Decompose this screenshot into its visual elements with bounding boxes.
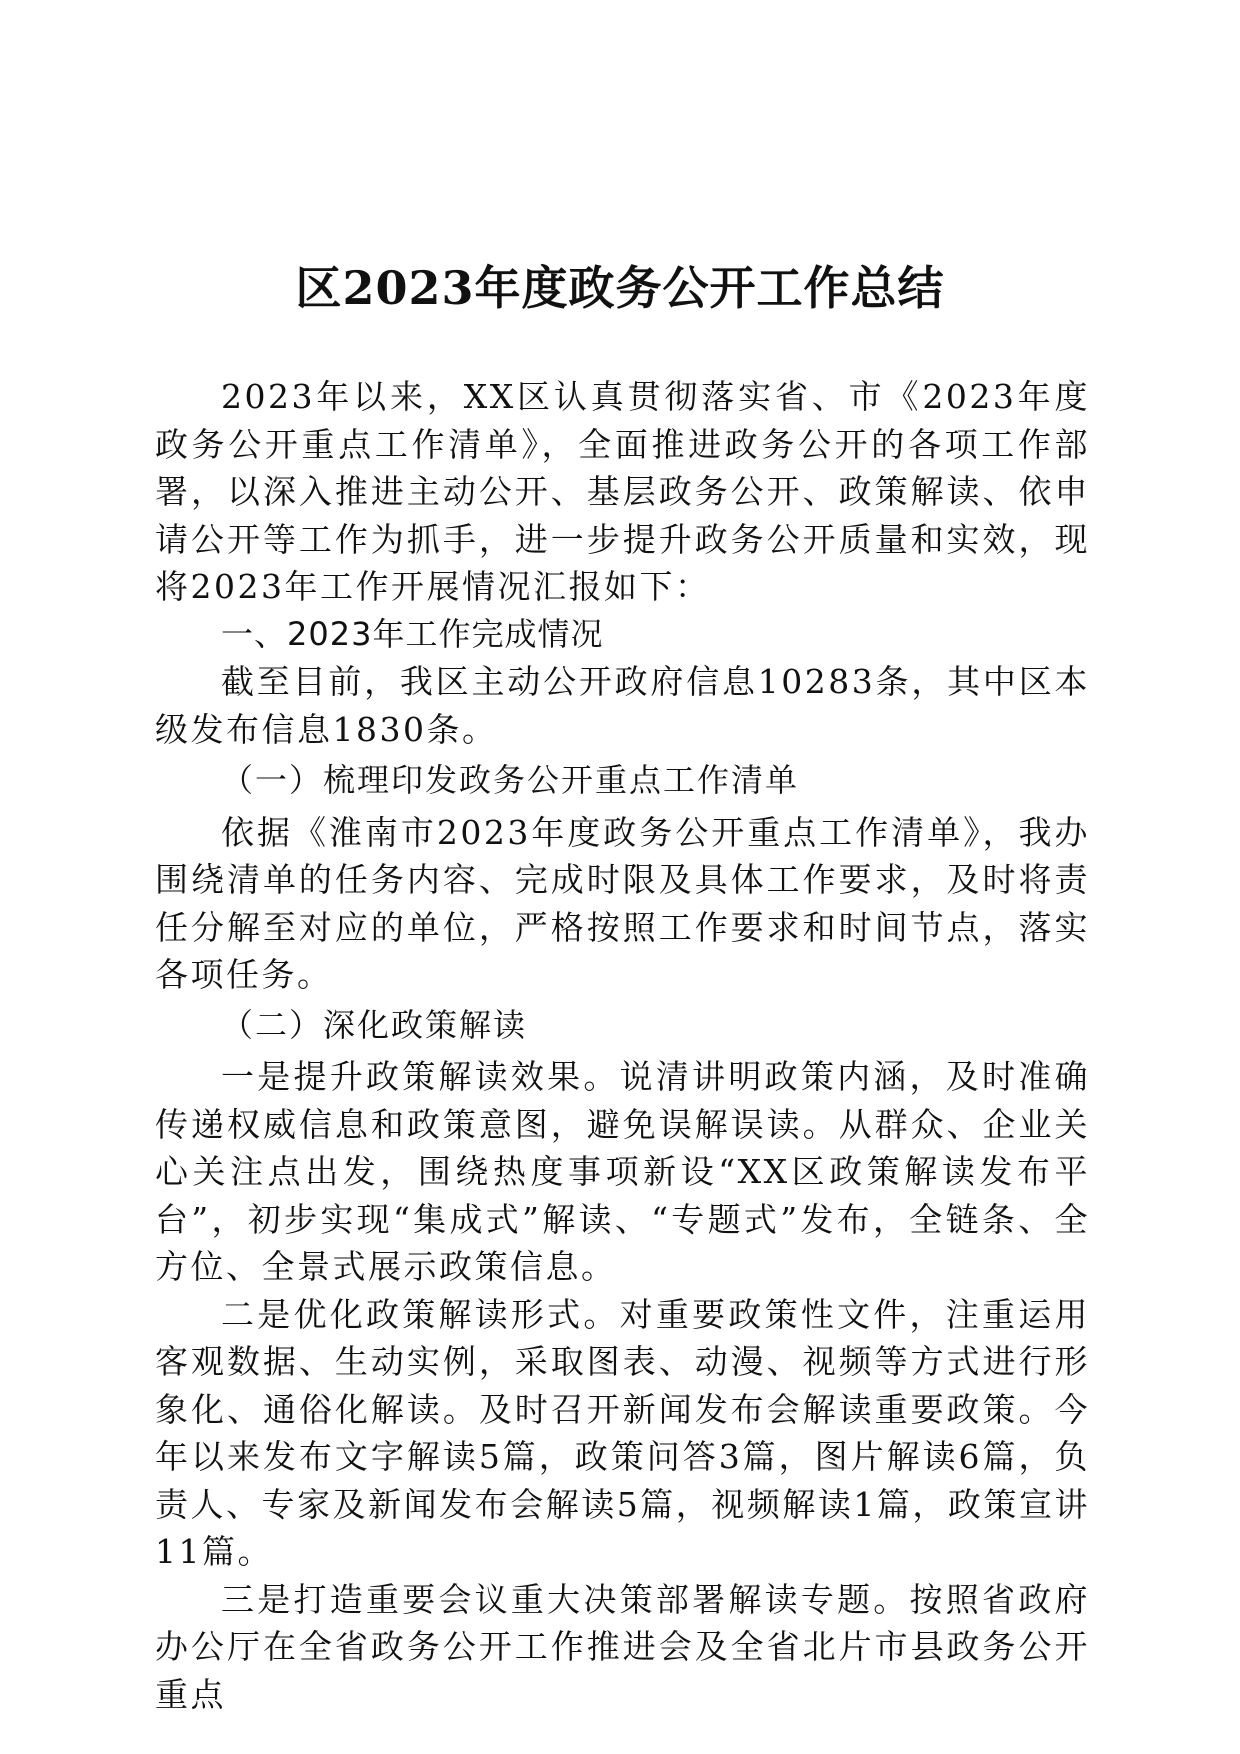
document-title: 区2023年度政务公开工作总结 xyxy=(295,261,945,315)
document-body xyxy=(155,373,1090,1718)
section-heading-1: 一、2023年工作完成情况 xyxy=(221,614,604,653)
subsection-heading-2: （二）深化政策解读 xyxy=(221,1005,528,1044)
summary-paragraph: 截至目前，我区主动公开政府信息10283条，其中区本级发布信息1830条。 xyxy=(155,662,1090,749)
policy-format-paragraph: 二是优化政策解读形式。对重要政策性文件，注重运用客观数据、生动实例，采取图表、动漫、视频等方式进行形象化、通俗化解读。及时召开新闻发布会解读重要政策。今年以来发布文字解读5篇，政策问答3篇，图片解读6篇，负责人、专家及新闻发布会解读5篇，视频解读1篇，政策宣讲11篇。 xyxy=(155,1294,1090,1571)
checklist-paragraph: 依据《淮南市2023年度政务公开重点工作清单》，我办围绕清单的任务内容、完成时限及具体工作要求，及时将责任分解至对应的单位，严格按照工作要求和时间节点，落实各项任务。 xyxy=(155,812,1090,994)
policy-effect-paragraph: 一是提升政策解读效果。说清讲明政策内涵，及时准确传递权威信息和政策意图，避免误解误读。从群众、企业关心关注点出发，围绕热度事项新设“XX区政策解读发布平台”，初步实现“集成式”解读、“专题式”发布，全链条、全方位、全景式展示政策信息。 xyxy=(155,1057,1090,1286)
subsection-heading-1: （一）梳理印发政务公开重点工作清单 xyxy=(221,761,800,799)
policy-topic-paragraph: 三是打造重要会议重大决策部署解读专题。按照省政府办公厅在全省政务公开工作推进会及全省北片市县政务公开重点 xyxy=(155,1579,1090,1714)
intro-paragraph: 2023年以来，XX区认真贯彻落实省、市《2023年度政务公开重点工作清单》，全面推进政务公开的各项工作部署，以深入推进主动公开、基层政务公开、政策解读、依申请公开等工作为抓手，进一步提升政务公开质量和实效，现将2023年工作开展情况汇报如下： xyxy=(155,377,1090,606)
